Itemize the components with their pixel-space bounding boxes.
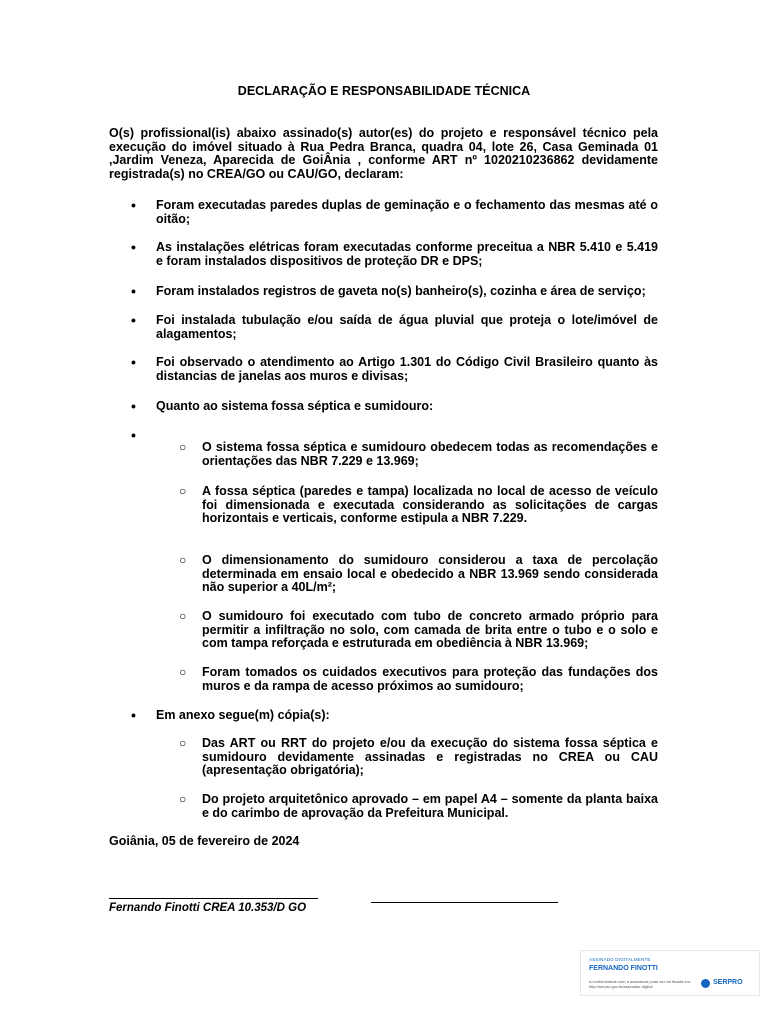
sub-list-item: O sistema fossa séptica e sumidouro obedecem todas as recomendações e orientações das NBR 7.229 e 13.969; <box>202 440 658 468</box>
list-item: As instalações elétricas foram executadas conforme preceitua a NBR 5.410 e 5.419 e foram instalados dispositivos de proteção DR e DPS; <box>156 240 658 268</box>
list-item: Foi observado o atendimento ao Artigo 1.301 do Código Civil Brasileiro quanto às distancias de janelas aos muros e divisas; <box>156 355 658 383</box>
bullet-marker: • <box>131 283 136 299</box>
bullet-marker: • <box>131 427 136 443</box>
sub-bullet-marker: ○ <box>179 440 187 454</box>
list-item: Foi instalada tubulação e/ou saída de água pluvial que proteja o lote/imóvel de alagamentos; <box>156 313 658 341</box>
bullet-marker: • <box>131 239 136 255</box>
list-item: Quanto ao sistema fossa séptica e sumidouro: <box>156 399 434 413</box>
list-item: Foram instalados registros de gaveta no(s) banheiro(s), cozinha e área de serviço; <box>156 284 646 298</box>
sub-bullet-marker: ○ <box>179 792 187 806</box>
annex-item: Das ART ou RRT do projeto e/ou da execução do sistema fossa séptica e sumidouro devidamente assinadas e registradas no CREA ou CAU (apresentação obrigatória); <box>202 736 658 777</box>
bullet-marker: • <box>131 707 136 723</box>
bullet-marker: • <box>131 197 136 213</box>
sub-bullet-marker: ○ <box>179 609 187 623</box>
bullet-marker: • <box>131 398 136 414</box>
intro-paragraph: O(s) profissional(is) abaixo assinado(s) autor(es) do projeto e responsável técnico pela execução do imóvel situado à Rua Pedra Branca, quadra 04, lote 26, Casa Geminada 01 ,Jardim Veneza, Aparecida de GoiÂnia , conforme ART nº 1020210236862 devidamente registrada(s) no CREA/GO ou CAU/GO, declaram: <box>109 126 658 181</box>
list-item: Foram executadas paredes duplas de geminação e o fechamento das mesmas até o oitão; <box>156 198 658 226</box>
serpro-logo-icon <box>701 979 710 988</box>
signer-name: Fernando Finotti CREA 10.353/D GO <box>109 902 307 914</box>
digital-signature-stamp <box>580 950 760 996</box>
sub-list-item: Foram tomados os cuidados executivos para proteção das fundações dos muros e da rampa de acesso próximos ao sumidouro; <box>202 665 658 693</box>
sub-bullet-marker: ○ <box>179 553 187 567</box>
bullet-marker: • <box>131 354 136 370</box>
signature-line <box>109 898 318 899</box>
sub-bullet-marker: ○ <box>179 665 187 679</box>
annex-label: Em anexo segue(m) cópia(s): <box>156 708 330 722</box>
stamp-verify-note: A conformidade com a assinatura pode ser verificada em: http://serpro.gov.br/assinador-digital <box>589 979 692 989</box>
annex-item: Do projeto arquitetônico aprovado – em papel A4 – somente da planta baixa e do carimbo de aprovação da Prefeitura Municipal. <box>202 792 658 820</box>
sub-list-item: O sumidouro foi executado com tubo de concreto armado próprio para permitir a infiltração no solo, com camada de brita entre o tubo e o solo e com tampa reforçada e estruturada em obediência à NBR 13.969; <box>202 609 658 650</box>
document-title: DECLARAÇÃO E RESPONSABILIDADE TÉCNICA <box>237 84 531 98</box>
stamp-signer-name: FERNANDO FINOTTI <box>589 965 658 972</box>
stamp-label: ASSINADO DIGITALMENTE <box>589 957 651 962</box>
bullet-marker: • <box>131 312 136 328</box>
sub-list-item: A fossa séptica (paredes e tampa) localizada no local de acesso de veículo foi dimensionada e executada considerando as solicitações de cargas horizontais e verticais, conforme estipula a NBR 7.229. <box>202 484 658 525</box>
signature-line-blank <box>371 902 558 903</box>
document-date: Goiânia, 05 de fevereiro de 2024 <box>109 834 300 848</box>
sub-bullet-marker: ○ <box>179 484 187 498</box>
sub-list-item: O dimensionamento do sumidouro considerou a taxa de percolação determinada em ensaio local e obedecido a NBR 13.969 sendo considerada não superior a 40L/m²; <box>202 553 658 594</box>
serpro-brand: SERPRO <box>713 979 743 986</box>
sub-bullet-marker: ○ <box>179 736 187 750</box>
